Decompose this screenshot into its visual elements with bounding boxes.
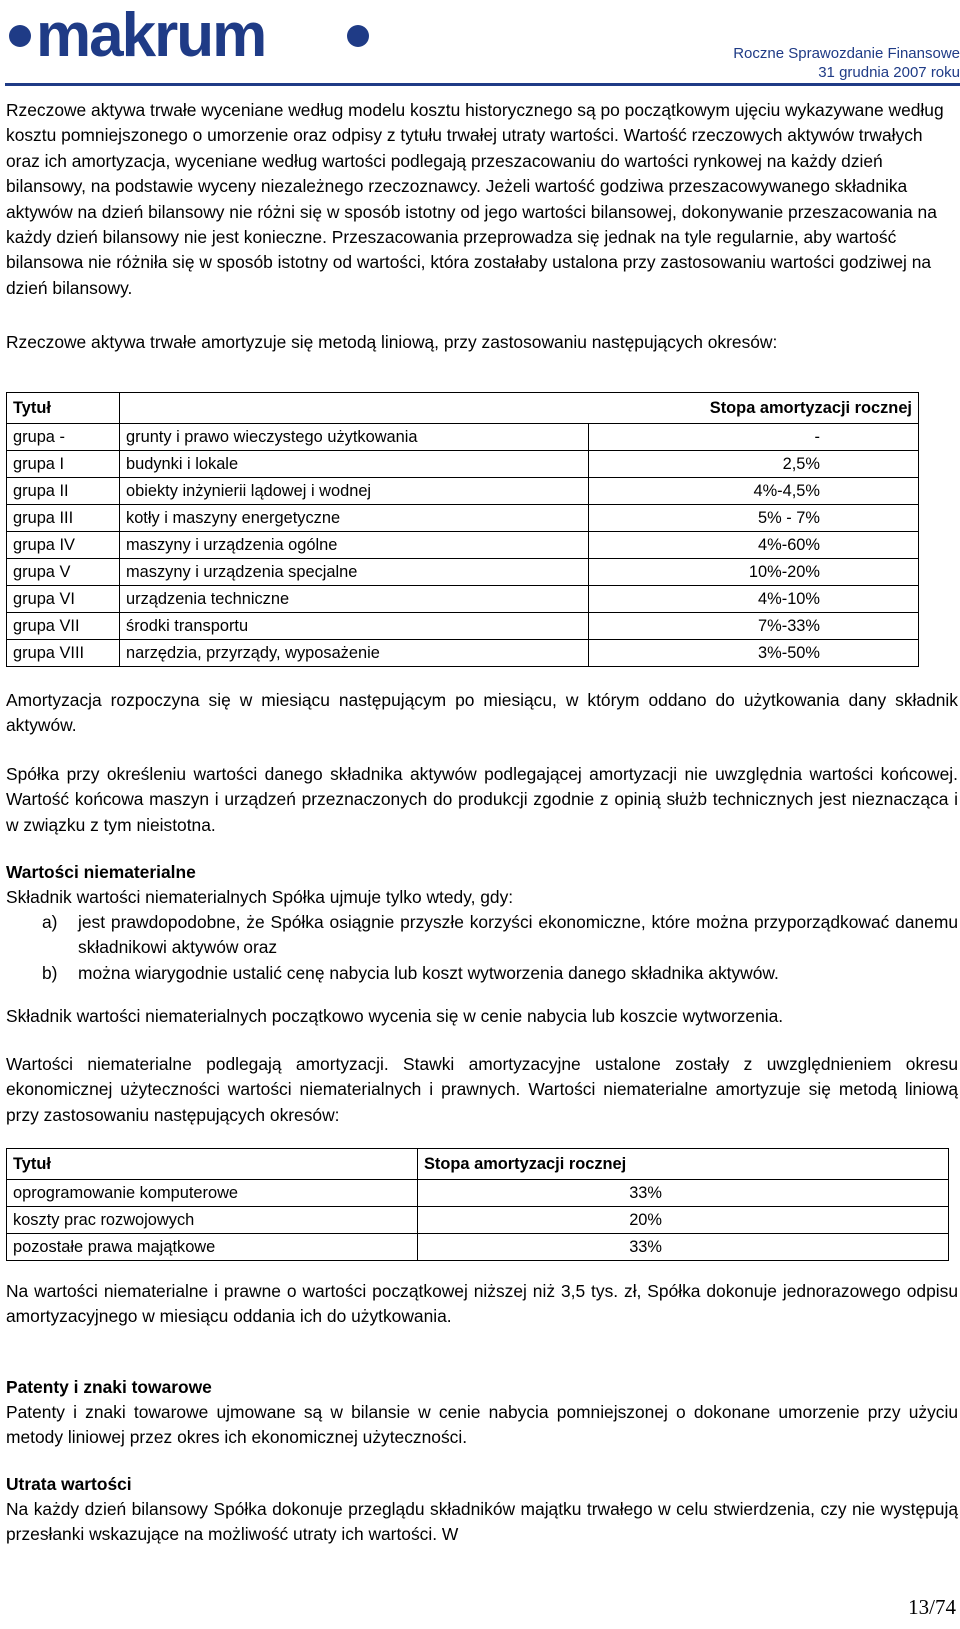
asset-cell: koszty prac rozwojowych (7, 1207, 418, 1234)
rate-cell: - (588, 424, 918, 451)
asset-cell: grunty i prawo wieczystego użytkowania (120, 424, 589, 451)
asset-cell: oprogramowanie komputerowe (7, 1180, 418, 1207)
rate-cell: 5% - 7% (588, 505, 918, 532)
header-empty (668, 1149, 949, 1180)
rate-cell: 4%-60% (588, 532, 918, 559)
makrum-logo (4, 6, 384, 64)
asset-cell: urządzenia techniczne (120, 586, 589, 613)
table-header-row (7, 393, 919, 424)
table-row (7, 1207, 949, 1234)
header-divider (5, 83, 960, 86)
list-item-text: można wiarygodnie ustalić cenę nabycia lub koszt wytworzenia danego składnika aktywów. (78, 962, 779, 983)
paragraph-low-value-writeoff: Na wartości niematerialne i prawne o wartości początkowej niższej niż 3,5 tys. zł, Spółka dokonuje jednorazowego odpisu amortyzacyjnego w miesiącu oddania ich do użytkowania. (6, 1281, 958, 1327)
rate-cell: 7%-33% (588, 613, 918, 640)
asset-cell: maszyny i urządzenia specjalne (120, 559, 589, 586)
list-marker: b) (42, 962, 58, 983)
paragraph-recognition-conditions: Składnik wartości niematerialnych Spółka ujmuje tylko wtedy, gdy: (6, 887, 514, 907)
report-title: Roczne Sprawozdanie Finansowe (733, 45, 960, 62)
rate-cell: 3%-50% (588, 640, 918, 667)
header-rate: Stopa amortyzacji rocznej (588, 393, 918, 424)
table-row (7, 532, 919, 559)
rate-cell: 10%-20% (588, 559, 918, 586)
asset-cell: budynki i lokale (120, 451, 589, 478)
group-cell: grupa VII (7, 613, 120, 640)
paragraph-patents: Patenty i znaki towarowe ujmowane są w bilansie w cenie nabycia pomniejszonej o dokonane umorzenie przy użyciu metody liniowej przez okres ich ekonomicznej użyteczności. (6, 1402, 958, 1448)
rate-cell: 33% (418, 1180, 669, 1207)
paragraph-intangible-amortization: Wartości niematerialne podlegają amortyzacji. Stawki amortyzacyjne ustalone zostały z uwzględnieniem okresu ekonomicznej użyteczności wartości niematerialnych i prawnych. Wartości niematerialne amortyzuje się metodą liniową przy zastosowaniu następujących okresów: (6, 1054, 958, 1125)
rate-cell: 2,5% (588, 451, 918, 478)
group-cell: grupa I (7, 451, 120, 478)
header-title: Tytuł (7, 1149, 418, 1180)
table-row (7, 478, 919, 505)
header-rate: Stopa amortyzacji rocznej (418, 1149, 669, 1180)
list-item-text: jest prawdopodobne, że Spółka osiągnie przyszłe korzyści ekonomiczne, które można przyporządkować danemu składnikowi aktywów oraz (78, 912, 958, 958)
table-row (7, 451, 919, 478)
report-header (733, 44, 960, 82)
list-marker: a) (42, 912, 58, 932)
table-row (7, 613, 919, 640)
asset-cell: kotły i maszyny energetyczne (120, 505, 589, 532)
table-row (7, 424, 919, 451)
group-cell: grupa VIII (7, 640, 120, 667)
asset-cell: środki transportu (120, 613, 589, 640)
list-item (42, 961, 958, 986)
intangible-rates-table (6, 1148, 949, 1261)
table-row (7, 1234, 949, 1261)
asset-cell: obiekty inżynierii lądowej i wodnej (120, 478, 589, 505)
header-description (120, 393, 589, 424)
asset-cell: narzędzia, przyrządy, wyposażenie (120, 640, 589, 667)
table-row (7, 559, 919, 586)
asset-cell: maszyny i urządzenia ogólne (120, 532, 589, 559)
group-cell: grupa V (7, 559, 120, 586)
heading-impairment: Utrata wartości (6, 1474, 132, 1494)
paragraph-impairment: Na każdy dzień bilansowy Spółka dokonuje przeglądu składników majątku trwałego w celu stwierdzenia, czy nie występują przesłanki wskazujące na możliwość utraty ich wartości. W (6, 1499, 958, 1545)
header-title: Tytuł (7, 393, 120, 424)
empty-cell (668, 1234, 949, 1261)
group-cell: grupa II (7, 478, 120, 505)
logo-wordmark: makrum (36, 6, 266, 64)
group-cell: grupa III (7, 505, 120, 532)
paragraph-depreciation-start: Amortyzacja rozpoczyna się w miesiącu następującym po miesiącu, w którym oddano do użytkowania dany składnik aktywów. (6, 690, 958, 736)
list-item (42, 910, 958, 961)
page-number: 13/74 (908, 1595, 956, 1619)
group-cell: grupa - (7, 424, 120, 451)
table-header-row (7, 1149, 949, 1180)
rate-cell: 4%-10% (588, 586, 918, 613)
rate-cell: 4%-4,5% (588, 478, 918, 505)
recognition-criteria-list (42, 910, 958, 986)
heading-patents-trademarks: Patenty i znaki towarowe (6, 1377, 212, 1397)
paragraph-initial-measurement: Składnik wartości niematerialnych początkowo wycenia się w cenie nabycia lub koszcie wytworzenia. (6, 1006, 784, 1026)
table-row (7, 640, 919, 667)
depreciation-rates-table (6, 392, 919, 667)
empty-cell (668, 1207, 949, 1234)
table-row (7, 505, 919, 532)
paragraph-depreciation-method: Rzeczowe aktywa trwałe amortyzuje się metodą liniową, przy zastosowaniu następujących okresów: (6, 332, 778, 352)
rate-cell: 20% (418, 1207, 669, 1234)
table-row (7, 586, 919, 613)
asset-cell: pozostałe prawa majątkowe (7, 1234, 418, 1261)
group-cell: grupa IV (7, 532, 120, 559)
paragraph-valuation-model: Rzeczowe aktywa trwałe wyceniane według modelu kosztu historycznego są po początkowym ujęciu wykazywane według kosztu pomniejszonego o umorzenie oraz odpisy z tytułu trwałej utraty wartości. Wartość rzeczowych aktywów trwałych oraz ich amortyzacja, wyceniane według wartości podlegają przeszacowaniu do wartości rynkowej na każdy dzień bilansowy, na podstawie wyceny niezależnego rzeczoznawcy. Jeżeli wartość godziwa przeszacowywanego składnika aktywów na dzień bilansowy nie różni się w sposób istotny od jego wartości bilansowej, dokonywanie przeszacowania na każdy dzień bilansowy nie jest konieczne. Przeszacowania przeprowadza się jednak na tyle regularnie, aby wartość bilansowa nie różniła się w sposób istotny od wartości, która zostałaby ustalona przy zastosowaniu wartości godziwej na dzień bilansowy. (6, 100, 944, 298)
paragraph-residual-value: Spółka przy określeniu wartości danego składnika aktywów podlegającej amortyzacji nie uwzględnia wartości końcowej. Wartość końcowa maszyn i urządzeń przeznaczonych do produkcji zgodnie z opinią służb technicznych jest nieznacząca i w związku z tym nieistotna. (6, 764, 958, 835)
heading-intangible-assets: Wartości niematerialne (6, 862, 196, 882)
table-row (7, 1180, 949, 1207)
rate-cell: 33% (418, 1234, 669, 1261)
report-date: 31 grudnia 2007 roku (818, 64, 960, 81)
group-cell: grupa VI (7, 586, 120, 613)
empty-cell (668, 1180, 949, 1207)
